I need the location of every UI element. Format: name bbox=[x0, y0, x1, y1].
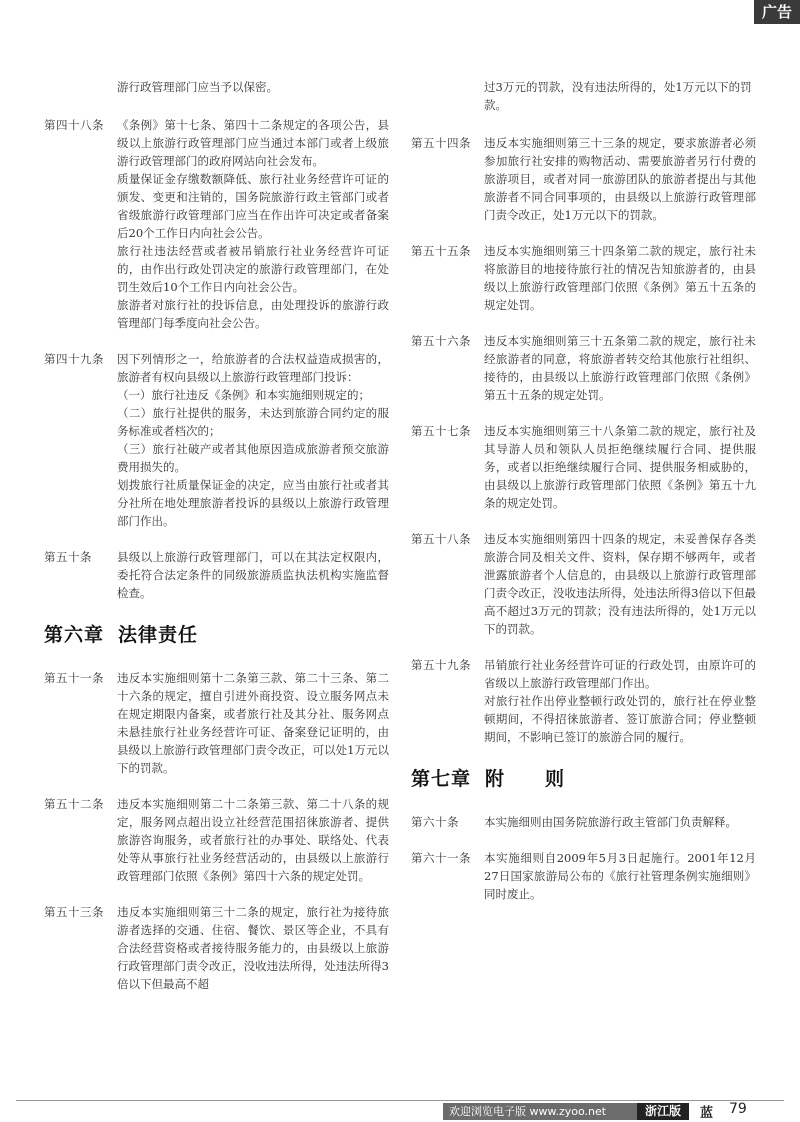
article-61 bbox=[411, 849, 756, 903]
article-paragraph: 质量保证金存缴数额降低、旅行社业务经营许可证的颁发、变更和注销的，国务院旅游行政主管部门或者省级旅游行政管理部门应当在作出许可决定或者备案后20个工作日内向社会公告。 bbox=[117, 172, 389, 240]
chapter-number: 第七章 bbox=[411, 768, 472, 790]
chapter-heading bbox=[44, 620, 389, 647]
article-49 bbox=[44, 350, 389, 530]
article-paragraph: 违反本实施细则第三十三条的规定，要求旅游者必须参加旅行社安排的购物活动、需要旅游者另行付费的旅游项目，或者对同一旅游团队的旅游者提出与其他旅游者不同合同事项的，由县级以上旅游行政管理部门责令改正，处1万元以下的罚款。 bbox=[484, 136, 756, 222]
article-56 bbox=[411, 332, 756, 404]
article-paragraph: 违反本实施细则第十二条第三款、第二十三条、第二十六条的规定，擅自引进外商投资、设立服务网点未在规定期限内备案，或者旅行社及其分社、服务网点未悬挂旅行社业务经营许可证、备案登记证明的，由县级以上旅游行政管理部门责令改正，可以处1万元以下的罚款。 bbox=[117, 671, 389, 775]
chapter-title: 附 则 bbox=[485, 768, 566, 790]
article-number: 第五十八条 bbox=[411, 532, 471, 546]
page-footer bbox=[0, 1100, 800, 1122]
footer-divider bbox=[16, 1100, 784, 1101]
article-paragraph: 《条例》第十七条、第四十二条规定的各项公告，县级以上旅游行政管理部门应当通过本部门或者上级旅游行政管理部门的政府网站向社会发布。 bbox=[117, 118, 389, 168]
article-paragraph: 本实施细则由国务院旅游行政主管部门负责解释。 bbox=[484, 815, 737, 829]
article-number: 第五十三条 bbox=[44, 905, 104, 919]
article-paragraph: 旅行社违法经营或者被吊销旅行社业务经营许可证的，由作出行政处罚决定的旅游行政管理部门，在处罚生效后10个工作日内向社会公告。 bbox=[117, 244, 389, 294]
article-paragraph: 本实施细则自2009年5月3日起施行。2001年12月27日国家旅游局公布的《旅行社管理条例实施细则》同时废止。 bbox=[484, 851, 756, 901]
article-paragraph: 违反本实施细则第二十二条第三款、第二十八条的规定，服务网点超出设立社经营范围招徕旅游者、提供旅游咨询服务，或者旅行社的办事处、联络处、代表处等从事旅行社业务经营活动的，由县级以上旅游行政管理部门依照《条例》第四十六条的规定处罚。 bbox=[117, 797, 389, 883]
article-number: 第五十二条 bbox=[44, 797, 104, 811]
article-paragraph: 吊销旅行社业务经营许可证的行政处罚，由原许可的省级以上旅游行政管理部门作出。 bbox=[484, 658, 756, 690]
article-number: 第四十九条 bbox=[44, 352, 104, 366]
article-60 bbox=[411, 813, 756, 831]
article-paragraph: 对旅行社作出停业整顿行政处罚的，旅行社在停业整顿期间，不得招徕旅游者、签订旅游合同；停业整顿期间，不影响已签订的旅游合同的履行。 bbox=[484, 694, 756, 744]
article-number: 第五十五条 bbox=[411, 244, 471, 258]
article-number: 第五十九条 bbox=[411, 658, 471, 672]
chapter-heading bbox=[411, 764, 756, 791]
article-paragraph: （二）旅行社提供的服务，未达到旅游合同约定的服务标准或者档次的； bbox=[117, 406, 389, 438]
article-paragraph: 违反本实施细则第三十二条的规定，旅行社为接待旅游者选择的交通、住宿、餐饮、景区等企业，不具有合法经营资格或者接待服务能力的，由县级以上旅游行政管理部门责令改正，没收违法所得，处违法所得3倍以下但最高不超 bbox=[117, 905, 389, 991]
chapter-title: 法律责任 bbox=[118, 624, 199, 646]
article-paragraph: 违反本实施细则第三十八条第二款的规定，旅行社及其导游人员和领队人员拒绝继续履行合同、提供服务，或者以拒绝继续履行合同、提供服务相威胁的，由县级以上旅游行政管理部门依照《条例》第五十九条的规定处罚。 bbox=[484, 424, 756, 510]
footer-site-link[interactable]: 欢迎浏览电子版 www.zyoo.net bbox=[443, 1103, 637, 1120]
right-column bbox=[411, 78, 756, 921]
article-54 bbox=[411, 134, 756, 224]
article-number: 第六十条 bbox=[411, 815, 459, 829]
chapter-number: 第六章 bbox=[44, 624, 105, 646]
article-number: 第五十六条 bbox=[411, 334, 471, 348]
article-59 bbox=[411, 656, 756, 746]
article-paragraph: 违反本实施细则第四十四条的规定，未妥善保存各类旅游合同及相关文件、资料，保存期不够两年，或者泄露旅游者个人信息的，由县级以上旅游行政管理部门责令改正，没收违法所得，处违法所得3倍以下但最高不超过3万元的罚款；没有违法所得的，处1万元以下的罚款。 bbox=[484, 532, 756, 636]
article-52 bbox=[44, 795, 389, 885]
article-58 bbox=[411, 530, 756, 638]
continued-text: 过3万元的罚款，没有违法所得的，处1万元以下的罚款。 bbox=[484, 80, 752, 112]
article-number: 第四十八条 bbox=[44, 118, 104, 132]
article-number: 第五十四条 bbox=[411, 136, 471, 150]
article-paragraph: 县级以上旅游行政管理部门，可以在其法定权限内，委托符合法定条件的同级旅游质监执法机构实施监督检查。 bbox=[117, 550, 389, 600]
article-paragraph: 因下列情形之一，给旅游者的合法权益造成损害的，旅游者有权向县级以上旅游行政管理部门投诉： bbox=[117, 352, 389, 384]
left-column bbox=[44, 78, 389, 1011]
article-paragraph: 违反本实施细则第三十四条第二款的规定，旅行社未将旅游目的地接待旅行社的情况告知旅游者的，由县级以上旅游行政管理部门依照《条例》第五十五条的规定处罚。 bbox=[484, 244, 756, 312]
article-48 bbox=[44, 116, 389, 332]
article-paragraph: （一）旅行社违反《条例》和本实施细则规定的； bbox=[117, 388, 370, 402]
article-number: 第五十一条 bbox=[44, 671, 104, 685]
article-number: 第五十条 bbox=[44, 550, 92, 564]
edition-badge: 浙江版 bbox=[637, 1103, 689, 1120]
article-paragraph: 违反本实施细则第三十五条第二款的规定，旅行社未经旅游者的同意，将旅游者转交给其他旅行社组织、接待的，由县级以上旅游行政管理部门依照《条例》第五十五条的规定处罚。 bbox=[484, 334, 756, 402]
publication-name: 蓝 bbox=[700, 1106, 714, 1121]
article-53 bbox=[44, 903, 389, 993]
article-number: 第五十七条 bbox=[411, 424, 471, 438]
ad-badge: 广告 bbox=[754, 0, 800, 24]
article-51 bbox=[44, 669, 389, 777]
article-paragraph: （三）旅行社破产或者其他原因造成旅游者预交旅游费用损失的。 bbox=[117, 442, 389, 474]
page-number: 79 bbox=[729, 1101, 747, 1117]
continued-text: 游行政管理部门应当予以保密。 bbox=[117, 80, 278, 94]
article-50 bbox=[44, 548, 389, 602]
article-paragraph: 旅游者对旅行社的投诉信息，由处理投诉的旅游行政管理部门每季度向社会公告。 bbox=[117, 298, 389, 330]
article-paragraph: 划拨旅行社质量保证金的决定，应当由旅行社或者其分社所在地处理旅游者投诉的县级以上旅游行政管理部门作出。 bbox=[117, 478, 389, 528]
article-number: 第六十一条 bbox=[411, 851, 471, 865]
article-55 bbox=[411, 242, 756, 314]
article-57 bbox=[411, 422, 756, 512]
